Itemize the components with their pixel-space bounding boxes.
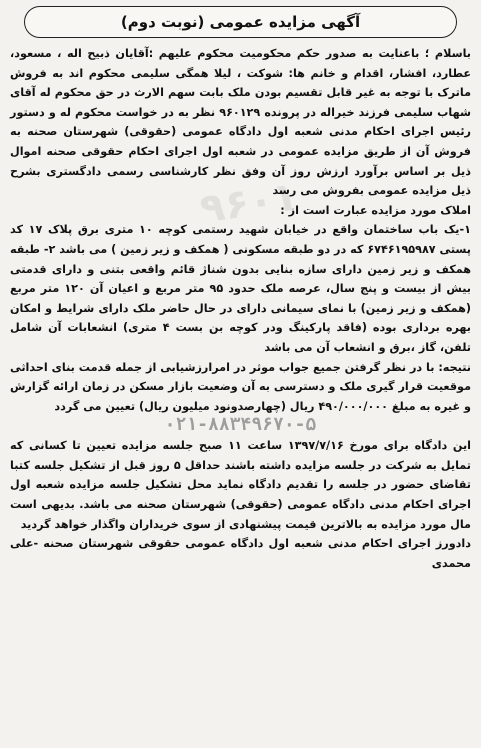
properties-heading: املاک مورد مزایده عبارت است از : <box>280 203 471 217</box>
phone-number: ۰۲۱-۸۸۳۴۹۶۷۰-۵ <box>164 414 317 436</box>
watermark: ۹۶۰۱ <box>197 173 301 233</box>
property-description: ۱-یک باب ساختمان واقع در خیابان شهید رستمی کوچه ۱۰ متری برق پلاک ۱۷ کد پستی ۶۷۴۶۱۹۵۹۸۷ که در دو طبقه مسکونی ( همکف و زیر زمین ) می باشد ۲- طبقه همکف و زیر زمین دارای سازه بنایی بدون شناژ قائم واقعی بتنی و دارای قدمتی بیش از بیست و پنج سال، عرصه ملک حدود ۹۵ متر مربع و اعیان آن ۱۲۰ متر مربع (همکف و زیر زمین) با نمای سیمانی دارای در حال حاضر ملک دارای شرایط و امکان بهره برداری بوده (فاقد پارکینگ ودر کوچه بن بست ۴ متری) انشعابات آن شامل تلفن، گاز ،برق و انشعاب آن می باشد <box>10 223 471 354</box>
notice-title-box <box>24 6 457 38</box>
valuation-paragraph: نتیجه: با در نظر گرفتن جمیع جواب موثر در امرارزشیابی از جمله قدمت بنای احداثی موقعیت قرار گیری ملک و دسترسی به آن وضعیت بازار مسکن در زمان ارائه گزارش و غیره به مبلغ ۴۹۰/۰۰۰/۰۰۰ ریال (چهارصدونود میلیون ریال) تعیین می گردد <box>10 360 471 413</box>
phone-line <box>10 416 471 436</box>
auction-schedule-paragraph: این دادگاه برای مورخ ۱۳۹۷/۷/۱۶ ساعت ۱۱ صبح جلسه مزایده تعیین تا کسانی که تمایل به شرکت در جلسه مزایده داشته باشند حداقل ۵ روز قبل از تشکیل جلسه کتبا تقاضای حضور در جلسه را تقدیم دادگاه نماید محل تشکیل جلسه مزایده شعبه اول اجرای احکام مدنی دادگاه عمومی (حقوقی) شهرستان صحنه می باشد. بدیهی است مال مورد مزایده به بالاترین قیمت پیشنهادی از سوی خریداران واگذار خواهد گردید <box>10 439 471 531</box>
notice-body <box>8 44 473 573</box>
signature: دادورز اجرای احکام مدنی شعبه اول دادگاه عمومی حقوقی شهرستان صحنه -علی محمدی <box>10 537 471 570</box>
notice-title: آگهی مزایده عمومی (نوبت دوم) <box>120 13 361 31</box>
intro-paragraph: باسلام ؛ باعنایت به صدور حکم محکومیت محکوم علیهم :آقایان ذبیح اله ، مسعود، عطارد، افشار، اقدام و خانم ها: شوکت ، لیلا همگی سلیمی محکوم اند به فروش ماترک با توجه به غیر قابل تقسیم بودن ملک بابت سهم الارث در حق محکوم له آقای شهاب سلیمی فرزند خیراله در پرونده ۹۶۰۱۲۹ نظر به در خواست محکوم له و دستور رئیس اجرای احکام مدنی شعبه اول دادگاه عمومی (حقوقی) شهرستان صحنه به فروش آن از طریق مزایده عمومی در شعبه اول اجرای احکام حقوقی صحنه اموال ذیل بر اساس برآورد ارزش روز آن وفق نظر کارشناسی رسمی دادگستری بشرح ذیل مزایده عمومی بفروش می رسد <box>10 47 471 198</box>
